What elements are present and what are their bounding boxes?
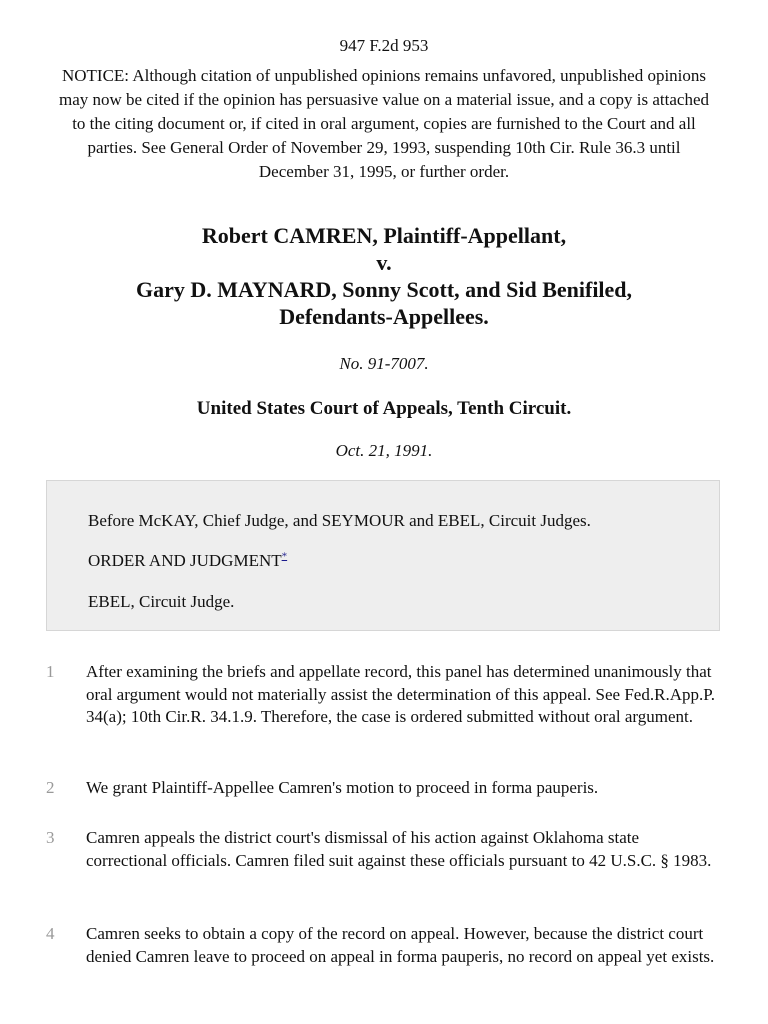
panel-judges: Before McKAY, Chief Judge, and SEYMOUR and EBEL, Circuit Judges. [88,511,591,530]
court-name: United States Court of Appeals, Tenth Circuit. [196,398,572,419]
paragraph-number: 3 [46,828,55,847]
paragraph-number: 1 [46,662,55,681]
paragraph-text: We grant Plaintiff-Appellee Camren's motion to proceed in forma pauperis. [86,778,599,797]
versus-label: v. [376,250,392,275]
citation: 947 F.2d 953 [339,36,429,55]
case-caption [40,222,728,330]
paragraph-text: After examining the briefs and appellate record, this panel has determined unanimously that oral argument would not materially assist the determination of this appeal. See Fed.R.App.P. 34(a); 10th Cir.R. 34.1.9. Therefore, the case is ordered submitted without oral argument. [86,662,716,726]
decision-date: Oct. 21, 1991. [335,441,433,460]
paragraph-text: Camren seeks to obtain a copy of the record on appeal. However, because the district court denied Camren leave to proceed on appeal in forma pauperis, no record on appeal yet exists. [86,924,715,966]
paragraph-number: 2 [46,778,55,797]
docket-number: No. 91-7007. [339,354,429,373]
unpublished-opinion-notice: NOTICE: Although citation of unpublished opinions remains unfavored, unpublished opinions may now be cited if the opinion has persuasive value on a material issue, and a copy is attached to the citing document or, if cited in oral argument, copies are furnished to the Court and all parties. See General Order of November 29, 1993, suspending 10th Cir. Rule 36.3 until December 31, 1995, or further order. [58,66,710,181]
paragraph-text: Camren appeals the district court's dismissal of his action against Oklahoma state correctional officials. Camren filed suit against these officials pursuant to 42 U.S.C. § 1983. [86,828,712,870]
defendants-role: Defendants-Appellees. [279,304,489,329]
order-title [88,549,287,573]
order-title-text: ORDER AND JUDGMENT [88,551,282,570]
defendants-names: Gary D. MAYNARD, Sonny Scott, and Sid Benifiled, [135,277,633,302]
plaintiff-name: Robert CAMREN, Plaintiff-Appellant, [201,223,567,248]
paragraph-number: 4 [46,924,55,943]
opinion-author: EBEL, Circuit Judge. [88,592,235,611]
bench-panel [46,480,720,631]
footnote-link[interactable]: * [281,550,288,563]
